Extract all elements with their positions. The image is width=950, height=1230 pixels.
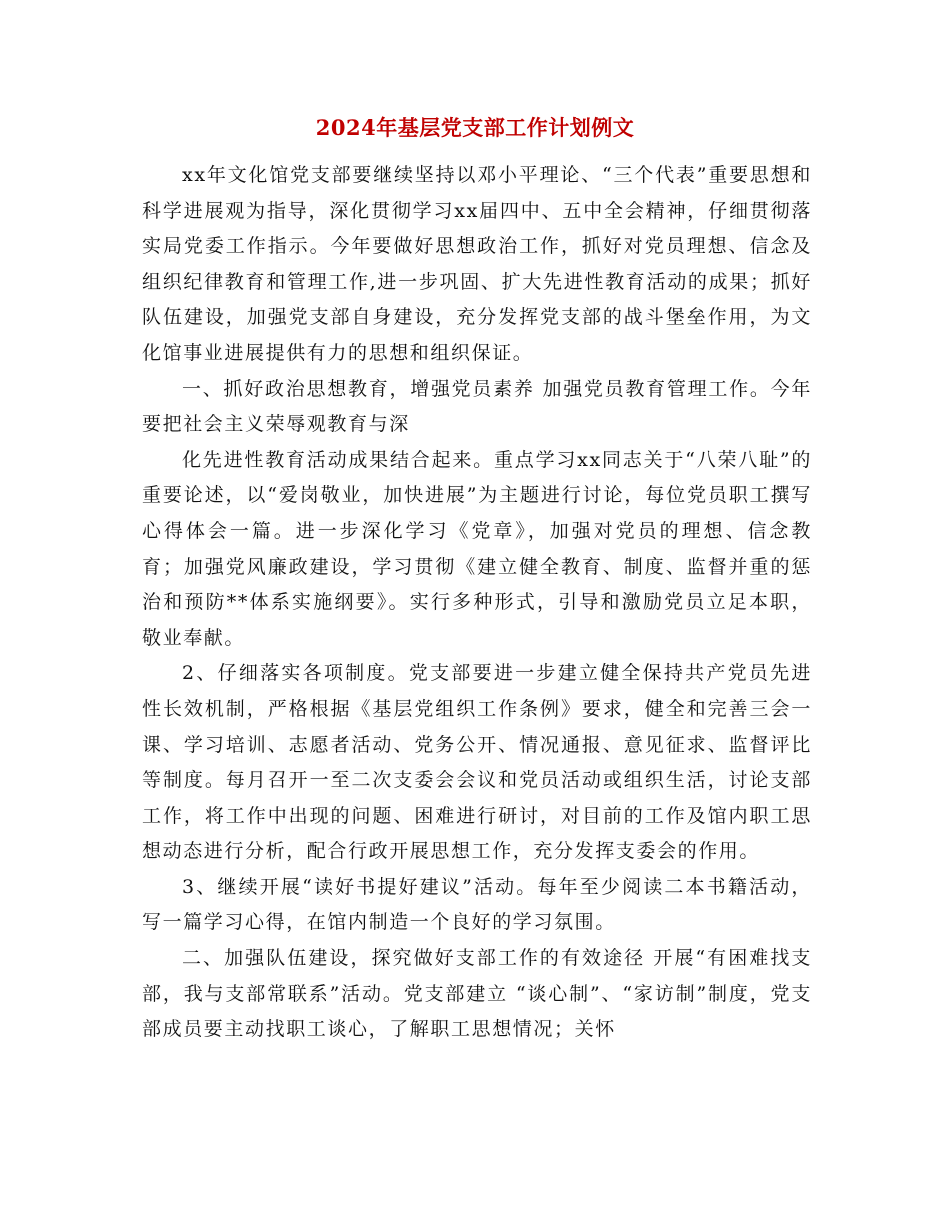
paragraph-item-3: 3、继续开展“读好书提好建议”活动。每年至少阅读二本书籍活动，写一篇学习心得，在馆内制造一个良好的学习氛围。 [142, 875, 812, 934]
paragraph-section-1-continued: 化先进性教育活动成果结合起来。重点学习xx同志关于“八荣八耻”的重要论述，以“爱岗敬业，加快进展”为主题进行讨论，每位党员职工撰写心得体会一篇。进一步深化学习《党章》，加强对党员的理想、信念教育；加强党风廉政建设，学习贯彻《建立健全教育、制度、监督并重的惩治和预防**体系实施纲要》。实行多种形式，引导和激励党员立足本职，敬业奉献。 [142, 448, 812, 649]
paragraph-section-1: 一、抓好政治思想教育，增强党员素养 加强党员教育管理工作。今年要把社会主义荣辱观教育与深 [142, 377, 812, 436]
paragraph-item-2: 2、仔细落实各项制度。党支部要进一步建立健全保持共产党员先进性长效机制，严格根据《基层党组织工作条例》要求，健全和完善三会一课、学习培训、志愿者活动、党务公开、情况通报、意见征求、监督评比等制度。每月召开一至二次支委会会议和党员活动或组织生活，讨论支部工作，将工作中出现的问题、困难进行研讨，对目前的工作及馆内职工思想动态进行分析，配合行政开展思想工作，充分发挥支委会的作用。 [142, 662, 812, 863]
paragraph-intro: xx年文化馆党支部要继续坚持以邓小平理论、“三个代表”重要思想和科学进展观为指导，深化贯彻学习xx届四中、五中全会精神，仔细贯彻落实局党委工作指示。今年要做好思想政治工作，抓好对党员理想、信念及组织纪律教育和管理工作,进一步巩固、扩大先进性教育活动的成果；抓好队伍建设，加强党支部自身建设，充分发挥党支部的战斗堡垒作用，为文化馆事业进展提供有力的思想和组织保证。 [142, 164, 812, 364]
document-body [142, 158, 812, 1048]
paragraph-section-2: 二、加强队伍建设，探究做好支部工作的有效途径 开展“有困难找支部，我与支部常联系”活动。党支部建立 “谈心制”、“家访制”制度，党支部成员要主动找职工谈心，了解职工思想情况；关怀 [142, 947, 812, 1041]
document-title: 2024年基层党支部工作计划例文 [315, 115, 635, 140]
